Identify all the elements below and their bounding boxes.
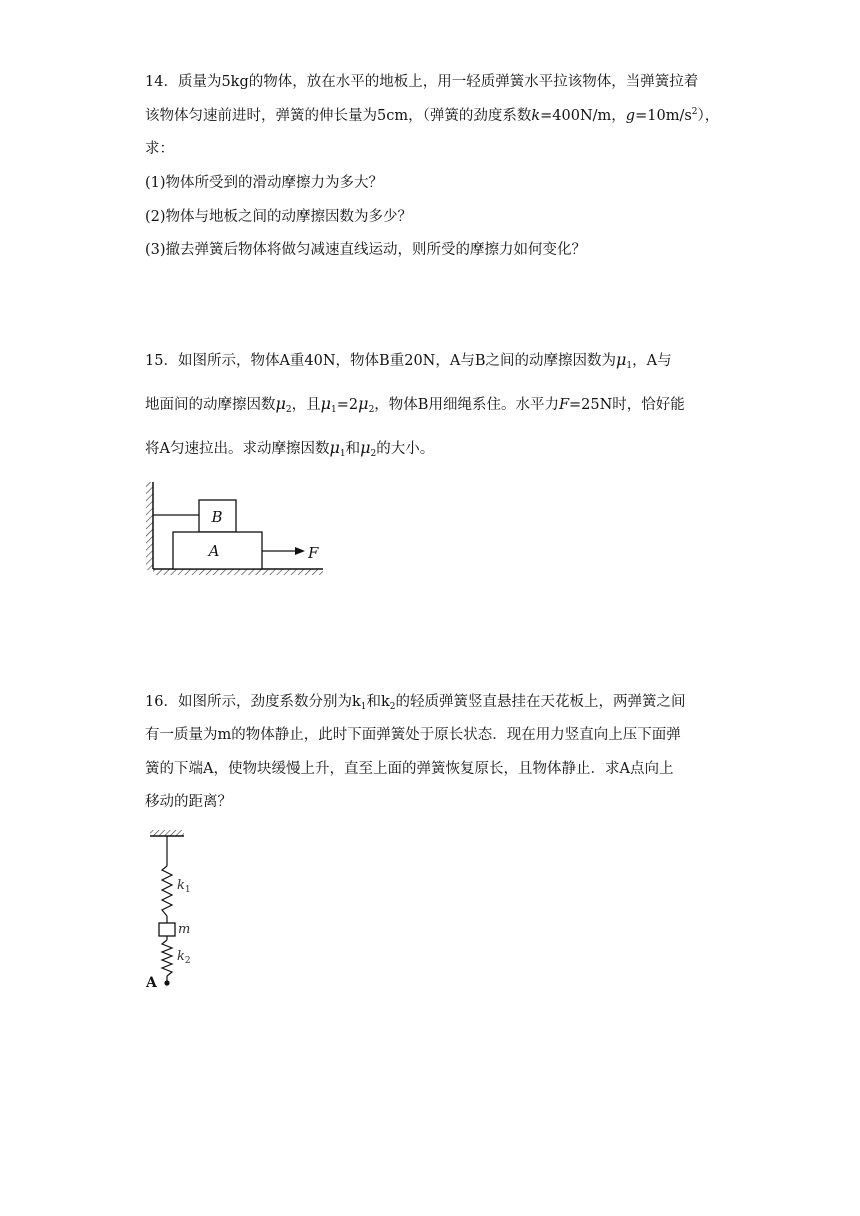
q14-part-2: (2)物体与地板之间的动摩擦因数为多少？ [145, 209, 413, 225]
q14-part-3: (3)撤去弹簧后物体将做匀减速直线运动，则所受的摩擦力如何变化？ [145, 242, 587, 258]
q15-line-2: 地面间的动摩擦因数$\mu_2$，且$\mu_1=2\mu_2$，物体B用细绳系住。水平力F=25N时，恰好能 [145, 394, 685, 415]
q16-line-2: 有一质量为m的物体静止，此时下面弹簧处于原长状态．现在用力竖直向上压下面弹 [145, 727, 681, 743]
q14-line-2: 该物体匀速前进时，弹簧的伸长量为5cm，（弹簧的劲度系数k=400N/m，$g=10m/s^2$）， [145, 107, 720, 124]
mass-block [159, 923, 175, 936]
spring-k1 [162, 866, 172, 916]
mass-label: m [178, 922, 191, 937]
q16-line-1: 16．如图所示，劲度系数分别为$k_1$和$k_2$的轻质弹簧竖直悬挂在天花板上，两弹簧之间 [145, 694, 686, 712]
ceiling-hatch [150, 830, 184, 836]
q16-line-4: 移动的距离？ [145, 794, 232, 810]
block-b-label: B [211, 508, 223, 526]
spring-figure [140, 826, 220, 996]
spring-k2 [162, 940, 172, 976]
force-arrowhead [295, 547, 305, 555]
force-label: F [308, 544, 319, 562]
spring-k1-label: $k_1$ [177, 878, 191, 895]
floor-hatch [153, 569, 323, 575]
q14-part-1: (1)物体所受到的滑动摩擦力为多大？ [145, 175, 384, 191]
point-a-label: A [146, 975, 157, 991]
block-a-label: A [208, 542, 220, 560]
q14-line-3: 求： [145, 141, 174, 157]
block-friction-figure [140, 478, 330, 578]
q15-line-3: 将A匀速拉出。求动摩擦因数$\mu_1$和$\mu_2$的大小。 [145, 438, 435, 459]
spring-k2-label: $k_2$ [177, 949, 191, 966]
q14-line-1: 14．质量为5kg的物体，放在水平的地板上，用一轻质弹簧水平拉该物体，当弹簧拉着 [145, 74, 699, 90]
q15-line-1: 15．如图所示，物体A重40N，物体B重20N，A与B之间的动摩擦因数为$\mu_1$，A与 [145, 350, 672, 371]
wall [146, 482, 153, 570]
point-a-dot [164, 980, 169, 985]
q16-line-3: 簧的下端A，使物块缓慢上升，直至上面的弹簧恢复原长，且物体静止．求A点向上 [145, 761, 674, 777]
